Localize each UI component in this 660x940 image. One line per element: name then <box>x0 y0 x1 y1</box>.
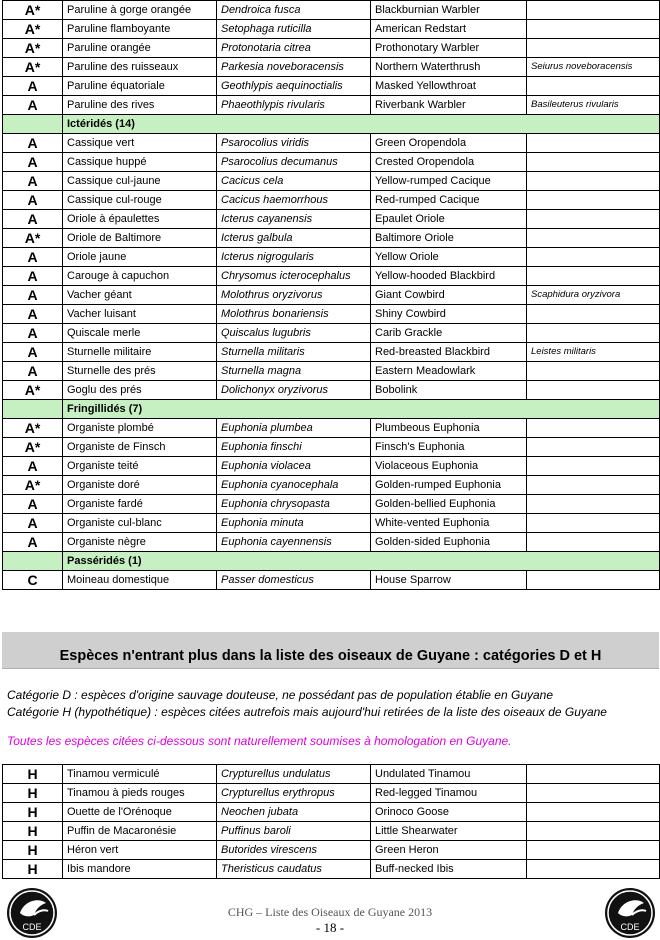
category-cell: A <box>3 248 63 267</box>
english-name-cell: Giant Cowbird <box>371 286 527 305</box>
category-cell: A* <box>3 1 63 20</box>
french-name-cell: Héron vert <box>63 841 217 860</box>
category-cell: A <box>3 210 63 229</box>
synonym-cell <box>527 153 660 172</box>
french-name-cell: Organiste de Finsch <box>63 438 217 457</box>
species-row <box>3 210 660 229</box>
synonym-cell <box>527 20 660 39</box>
category-cell: A <box>3 362 63 381</box>
french-name-cell: Tinamou à pieds rouges <box>63 784 217 803</box>
french-name-cell: Carouge à capuchon <box>63 267 217 286</box>
french-name-cell: Goglu des prés <box>63 381 217 400</box>
scientific-name-cell: Cacicus cela <box>217 172 371 191</box>
scientific-name-cell: Dolichonyx oryzivorus <box>217 381 371 400</box>
french-name-cell: Organiste nègre <box>63 533 217 552</box>
english-name-cell: Violaceous Euphonia <box>371 457 527 476</box>
footer-text: CHG – Liste des Oiseaux de Guyane 2013 <box>227 905 433 919</box>
category-cell: A* <box>3 438 63 457</box>
species-row <box>3 571 660 590</box>
scientific-name-cell: Puffinus baroli <box>217 822 371 841</box>
english-name-cell: Finsch's Euphonia <box>371 438 527 457</box>
french-name-cell: Quiscale merle <box>63 324 217 343</box>
species-row <box>3 96 660 115</box>
scientific-name-cell: Icterus nigrogularis <box>217 248 371 267</box>
english-name-cell: Bobolink <box>371 381 527 400</box>
scientific-name-cell: Dendroica fusca <box>217 1 371 20</box>
species-row <box>3 172 660 191</box>
species-row <box>3 822 660 841</box>
english-name-cell: American Redstart <box>371 20 527 39</box>
synonym-cell <box>527 495 660 514</box>
category-cell: A <box>3 457 63 476</box>
category-cell: A <box>3 96 63 115</box>
species-row <box>3 77 660 96</box>
english-name-cell: Plumbeous Euphonia <box>371 419 527 438</box>
species-row <box>3 20 660 39</box>
synonym-cell <box>527 77 660 96</box>
english-name-cell: Green Oropendola <box>371 134 527 153</box>
species-row <box>3 134 660 153</box>
category-cell: A* <box>3 476 63 495</box>
species-row <box>3 343 660 362</box>
scientific-name-cell: Neochen jubata <box>217 803 371 822</box>
scientific-name-cell: Parkesia noveboracensis <box>217 58 371 77</box>
category-cell: A <box>3 134 63 153</box>
species-row <box>3 324 660 343</box>
species-row <box>3 267 660 286</box>
french-name-cell: Cassique cul-jaune <box>63 172 217 191</box>
species-row <box>3 765 660 784</box>
category-cell: A* <box>3 419 63 438</box>
scientific-name-cell: Icterus galbula <box>217 229 371 248</box>
section-title: Espèces n'entrant plus dans la liste des oiseaux de Guyane : catégories D et H <box>59 648 602 664</box>
english-name-cell: Red-breasted Blackbird <box>371 343 527 362</box>
category-cell: A <box>3 343 63 362</box>
synonym-cell <box>527 172 660 191</box>
scientific-name-cell: Sturnella magna <box>217 362 371 381</box>
french-name-cell: Cassique cul-rouge <box>63 191 217 210</box>
category-cell: A <box>3 514 63 533</box>
scientific-name-cell: Molothrus oryzivorus <box>217 286 371 305</box>
english-name-cell: Blackburnian Warbler <box>371 1 527 20</box>
english-name-cell: Red-rumped Cacique <box>371 191 527 210</box>
english-name-cell: Green Heron <box>371 841 527 860</box>
species-row <box>3 533 660 552</box>
synonym-cell <box>527 765 660 784</box>
synonym-cell <box>527 784 660 803</box>
french-name-cell: Paruline flamboyante <box>63 20 217 39</box>
english-name-cell: Prothonotary Warbler <box>371 39 527 58</box>
definition-category-h: Catégorie H (hypothétique) : espèces citées autrefois mais aujourd'hui retirées de la liste des oiseaux de Guyane <box>7 705 607 719</box>
synonym-cell: Basileuterus rivularis <box>527 96 660 115</box>
scientific-name-cell: Crypturellus undulatus <box>217 765 371 784</box>
scientific-name-cell: Euphonia minuta <box>217 514 371 533</box>
scientific-name-cell: Psarocolius decumanus <box>217 153 371 172</box>
scientific-name-cell: Crypturellus erythropus <box>217 784 371 803</box>
category-cell: A* <box>3 20 63 39</box>
section-banner <box>2 632 659 669</box>
category-cell: A <box>3 77 63 96</box>
scientific-name-cell: Euphonia finschi <box>217 438 371 457</box>
synonym-cell <box>527 134 660 153</box>
family-name: Ictéridés (14) <box>63 115 660 134</box>
family-header-spacer <box>3 115 63 134</box>
species-row <box>3 248 660 267</box>
scientific-name-cell: Theristicus caudatus <box>217 860 371 879</box>
french-name-cell: Tinamou vermiculé <box>63 765 217 784</box>
category-cell: A* <box>3 39 63 58</box>
french-name-cell: Paruline à gorge orangée <box>63 1 217 20</box>
svg-text:CDE: CDE <box>620 922 640 932</box>
synonym-cell <box>527 457 660 476</box>
species-row <box>3 58 660 77</box>
english-name-cell: House Sparrow <box>371 571 527 590</box>
english-name-cell: Northern Waterthrush <box>371 58 527 77</box>
french-name-cell: Organiste doré <box>63 476 217 495</box>
french-name-cell: Cassique vert <box>63 134 217 153</box>
synonym-cell: Leistes militaris <box>527 343 660 362</box>
category-cell: A <box>3 305 63 324</box>
species-row <box>3 153 660 172</box>
category-cell: A* <box>3 381 63 400</box>
english-name-cell: Red-legged Tinamou <box>371 784 527 803</box>
english-name-cell: Epaulet Oriole <box>371 210 527 229</box>
category-cell: H <box>3 841 63 860</box>
scientific-name-cell: Passer domesticus <box>217 571 371 590</box>
french-name-cell: Moineau domestique <box>63 571 217 590</box>
english-name-cell: Crested Oropendola <box>371 153 527 172</box>
synonym-cell <box>527 841 660 860</box>
english-name-cell: Yellow-hooded Blackbird <box>371 267 527 286</box>
synonym-cell <box>527 571 660 590</box>
synonym-cell: Seiurus noveboracensis <box>527 58 660 77</box>
french-name-cell: Paruline des rives <box>63 96 217 115</box>
french-name-cell: Organiste cul-blanc <box>63 514 217 533</box>
synonym-cell <box>527 267 660 286</box>
species-row <box>3 191 660 210</box>
synonym-cell: Scaphidura oryzivora <box>527 286 660 305</box>
species-row <box>3 229 660 248</box>
french-name-cell: Organiste teité <box>63 457 217 476</box>
french-name-cell: Vacher luisant <box>63 305 217 324</box>
family-name: Passéridés (1) <box>63 552 660 571</box>
category-cell: C <box>3 571 63 590</box>
species-row <box>3 495 660 514</box>
scientific-name-cell: Psarocolius viridis <box>217 134 371 153</box>
english-name-cell: Baltimore Oriole <box>371 229 527 248</box>
species-row <box>3 457 660 476</box>
french-name-cell: Paruline des ruisseaux <box>63 58 217 77</box>
french-name-cell: Sturnelle des prés <box>63 362 217 381</box>
english-name-cell: Golden-bellied Euphonia <box>371 495 527 514</box>
synonym-cell <box>527 324 660 343</box>
species-row <box>3 381 660 400</box>
homologation-note: Toutes les espèces citées ci-dessous sont naturellement soumises à homologation en Guyane. <box>7 734 512 748</box>
french-name-cell: Paruline orangée <box>63 39 217 58</box>
french-name-cell: Oriole jaune <box>63 248 217 267</box>
scientific-name-cell: Geothlypis aequinoctialis <box>217 77 371 96</box>
synonym-cell <box>527 803 660 822</box>
category-cell: A <box>3 172 63 191</box>
scientific-name-cell: Molothrus bonariensis <box>217 305 371 324</box>
category-cell: A <box>3 153 63 172</box>
species-row <box>3 784 660 803</box>
synonym-cell <box>527 305 660 324</box>
english-name-cell: Carib Grackle <box>371 324 527 343</box>
category-cell: H <box>3 822 63 841</box>
svg-text:CDE: CDE <box>22 922 42 932</box>
synonym-cell <box>527 39 660 58</box>
synonym-cell <box>527 438 660 457</box>
english-name-cell: Golden-sided Euphonia <box>371 533 527 552</box>
family-name: Fringillidés (7) <box>63 400 660 419</box>
french-name-cell: Organiste fardé <box>63 495 217 514</box>
scientific-name-cell: Euphonia cyanocephala <box>217 476 371 495</box>
scientific-name-cell: Euphonia cayennensis <box>217 533 371 552</box>
category-cell: A <box>3 495 63 514</box>
french-name-cell: Ibis mandore <box>63 860 217 879</box>
species-row <box>3 419 660 438</box>
english-name-cell: Buff-necked Ibis <box>371 860 527 879</box>
english-name-cell: White-vented Euphonia <box>371 514 527 533</box>
scientific-name-cell: Protonotaria citrea <box>217 39 371 58</box>
species-table-removed <box>2 764 660 879</box>
species-row <box>3 860 660 879</box>
scientific-name-cell: Icterus cayanensis <box>217 210 371 229</box>
synonym-cell <box>527 1 660 20</box>
species-row <box>3 803 660 822</box>
synonym-cell <box>527 248 660 267</box>
scientific-name-cell: Euphonia plumbea <box>217 419 371 438</box>
category-cell: A <box>3 286 63 305</box>
french-name-cell: Ouette de l'Orénoque <box>63 803 217 822</box>
definition-category-d: Catégorie D : espèces d'origine sauvage douteuse, ne possédant pas de population établie en Guyane <box>7 688 554 702</box>
synonym-cell <box>527 822 660 841</box>
english-name-cell: Yellow-rumped Cacique <box>371 172 527 191</box>
french-name-cell: Organiste plombé <box>63 419 217 438</box>
species-row <box>3 514 660 533</box>
family-header-spacer <box>3 552 63 571</box>
species-row <box>3 1 660 20</box>
french-name-cell: Vacher géant <box>63 286 217 305</box>
french-name-cell: Puffin de Macaronésie <box>63 822 217 841</box>
family-header-row <box>3 552 660 571</box>
scientific-name-cell: Phaeothlypis rivularis <box>217 96 371 115</box>
synonym-cell <box>527 419 660 438</box>
category-cell: A <box>3 324 63 343</box>
synonym-cell <box>527 362 660 381</box>
scientific-name-cell: Euphonia chrysopasta <box>217 495 371 514</box>
species-row <box>3 305 660 324</box>
category-cell: H <box>3 784 63 803</box>
english-name-cell: Masked Yellowthroat <box>371 77 527 96</box>
scientific-name-cell: Quiscalus lugubris <box>217 324 371 343</box>
english-name-cell: Undulated Tinamou <box>371 765 527 784</box>
synonym-cell <box>527 533 660 552</box>
scientific-name-cell: Butorides virescens <box>217 841 371 860</box>
synonym-cell <box>527 476 660 495</box>
species-row <box>3 286 660 305</box>
family-header-row <box>3 400 660 419</box>
english-name-cell: Eastern Meadowlark <box>371 362 527 381</box>
species-table-main <box>2 0 660 590</box>
synonym-cell <box>527 860 660 879</box>
category-cell: A* <box>3 229 63 248</box>
synonym-cell <box>527 381 660 400</box>
species-row <box>3 841 660 860</box>
english-name-cell: Riverbank Warbler <box>371 96 527 115</box>
family-header-spacer <box>3 400 63 419</box>
scientific-name-cell: Cacicus haemorrhous <box>217 191 371 210</box>
category-cell: A <box>3 191 63 210</box>
species-row <box>3 476 660 495</box>
synonym-cell <box>527 210 660 229</box>
species-row <box>3 39 660 58</box>
scientific-name-cell: Sturnella militaris <box>217 343 371 362</box>
category-cell: A* <box>3 58 63 77</box>
family-header-row <box>3 115 660 134</box>
category-cell: H <box>3 765 63 784</box>
synonym-cell <box>527 514 660 533</box>
french-name-cell: Cassique huppé <box>63 153 217 172</box>
category-cell: H <box>3 860 63 879</box>
scientific-name-cell: Euphonia violacea <box>217 457 371 476</box>
species-row <box>3 362 660 381</box>
french-name-cell: Paruline équatoriale <box>63 77 217 96</box>
category-definitions <box>7 687 607 721</box>
scientific-name-cell: Chrysomus icterocephalus <box>217 267 371 286</box>
scientific-name-cell: Setophaga ruticilla <box>217 20 371 39</box>
category-cell: A <box>3 267 63 286</box>
synonym-cell <box>527 229 660 248</box>
species-row <box>3 438 660 457</box>
page-number: - 18 - <box>315 920 345 935</box>
cde-logo-icon <box>600 883 660 939</box>
synonym-cell <box>527 191 660 210</box>
french-name-cell: Oriole de Baltimore <box>63 229 217 248</box>
english-name-cell: Yellow Oriole <box>371 248 527 267</box>
category-cell: H <box>3 803 63 822</box>
category-cell: A <box>3 533 63 552</box>
english-name-cell: Shiny Cowbird <box>371 305 527 324</box>
french-name-cell: Oriole à épaulettes <box>63 210 217 229</box>
french-name-cell: Sturnelle militaire <box>63 343 217 362</box>
english-name-cell: Orinoco Goose <box>371 803 527 822</box>
english-name-cell: Little Shearwater <box>371 822 527 841</box>
english-name-cell: Golden-rumped Euphonia <box>371 476 527 495</box>
